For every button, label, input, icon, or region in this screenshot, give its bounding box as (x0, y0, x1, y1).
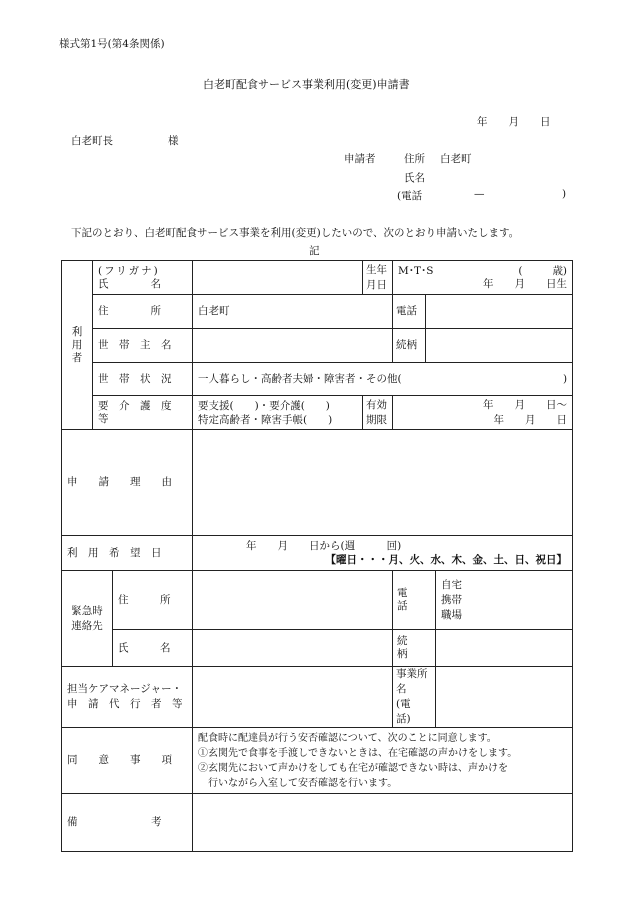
desired-date-label: 利 用 希 望 日 (62, 536, 193, 571)
consent-intro: 配食時に配達員が行う安否確認について、次のことに同意します。 (198, 732, 497, 744)
name-input[interactable] (193, 261, 363, 295)
household-status-options: 一人暮らし・高齢者夫婦・障害者・その他( (198, 372, 402, 385)
reason-label: 申 請 理 由 (62, 430, 193, 536)
care-level-label: 要 介 護 度 等 (93, 396, 193, 430)
household-status-label: 世 帯 状 況 (93, 363, 193, 396)
office-input[interactable] (436, 667, 573, 728)
emergency-phone-label: 電 話 (393, 571, 436, 630)
emergency-relation-input[interactable] (436, 630, 573, 667)
consent-item-1: ①玄関先で食事を手渡しできないときは、在宅確認の声かけをします。 (198, 747, 518, 759)
phone-label: 電話 (393, 295, 426, 329)
address-label: 住 所 (93, 295, 193, 329)
era-options: M･T･S (398, 264, 434, 277)
reason-input[interactable] (193, 430, 573, 536)
relation-label: 続柄 (393, 329, 426, 363)
desired-date-weekdays: 【曜日・・・月、火、水、木、金、土、日、祝日】 (325, 554, 568, 566)
consent-item-2b: 行いながら入室して安否確認を行います。 (198, 777, 398, 789)
emergency-address-input[interactable] (193, 571, 393, 630)
applicant-name-label: 氏名 (404, 172, 425, 184)
care-manager-input[interactable] (193, 667, 393, 728)
household-status-cell[interactable] (193, 363, 573, 396)
care-level-line2: 特定高齢者・障害手帳( ) (198, 413, 333, 426)
remarks-input[interactable] (193, 794, 573, 852)
honorific: 様 (168, 135, 179, 147)
name-label-cell (93, 261, 193, 295)
ki-mark: 記 (309, 245, 320, 257)
office-label (393, 667, 436, 728)
emergency-name-input[interactable] (193, 630, 393, 667)
care-manager-label (62, 667, 193, 728)
emergency-label: 緊急時 連絡先 (62, 571, 113, 667)
applicant-address-label: 住所 (404, 153, 425, 165)
household-status-close: ) (562, 372, 568, 385)
validity-line2: 年 月 日 (493, 413, 568, 426)
office-label-line2: (電 話) (396, 698, 422, 725)
consent-text-cell (193, 728, 573, 794)
consent-item-2a: ②玄関先において声かけをしても在宅が確認できない時は、声かけを (198, 762, 508, 774)
desired-date-cell[interactable] (193, 536, 573, 571)
emergency-phone-cell[interactable] (436, 571, 573, 630)
name-label: 氏 名 (98, 277, 161, 290)
applicant-phone-open: (電話 (397, 190, 423, 202)
care-manager-label-line1: 担当ケアマネージャー・ (67, 683, 183, 695)
date-line: 年 月 日 (477, 116, 551, 128)
emergency-phone-option-home: 自宅 (441, 578, 462, 591)
care-level-cell[interactable] (193, 396, 363, 430)
application-form-table (61, 260, 573, 852)
householder-label: 世 帯 主 名 (93, 329, 193, 363)
remarks-label: 備 考 (62, 794, 193, 852)
address-value[interactable]: 白老町 (193, 295, 393, 329)
office-label-line1: 事業所名 (396, 668, 428, 695)
emergency-phone-option-work: 職場 (441, 608, 462, 621)
desired-date-line1: 年 月 日から(週 回) (246, 540, 402, 552)
householder-input[interactable] (193, 329, 393, 363)
phone-input[interactable] (426, 295, 573, 329)
care-manager-label-line2: 申 請 代 行 者 等 (67, 698, 183, 710)
birth-label: 生年 月日 (363, 261, 393, 295)
emergency-address-label: 住 所 (113, 571, 193, 630)
emergency-name-label: 氏 名 (113, 630, 193, 667)
care-level-line1: 要支援( )・要介護( ) (198, 399, 330, 412)
applicant-label: 申請者 (344, 153, 376, 165)
validity-label: 有効 期限 (363, 396, 393, 430)
addressee: 白老町長 (71, 135, 113, 147)
consent-label: 同 意 事 項 (62, 728, 193, 794)
applicant-address-value: 白老町 (440, 153, 472, 165)
applicant-phone-dash: — (474, 188, 485, 200)
age-unit: 歳) (552, 264, 568, 277)
relation-input[interactable] (426, 329, 573, 363)
validity-cell[interactable] (393, 396, 573, 430)
birth-date-cell[interactable] (393, 261, 573, 295)
emergency-phone-option-mobile: 携帯 (441, 593, 462, 606)
birth-date-format: 年 月 日生 (483, 277, 568, 290)
form-number: 様式第1号(第4条関係) (59, 38, 165, 50)
intro-text: 下記のとおり、白老町配食サービス事業を利用(変更)したいので、次のとおり申請いたします。 (71, 227, 520, 239)
age-open: ( (518, 264, 523, 277)
applicant-phone-close: ) (562, 188, 567, 200)
page-title: 白老町配食サービス事業利用(変更)申請書 (203, 78, 410, 91)
furigana-label: (フリガナ) (98, 264, 160, 277)
validity-line1: 年 月 日～ (483, 398, 568, 411)
emergency-relation-label: 続 柄 (393, 630, 436, 667)
user-group-label: 利 用 者 (62, 261, 93, 430)
